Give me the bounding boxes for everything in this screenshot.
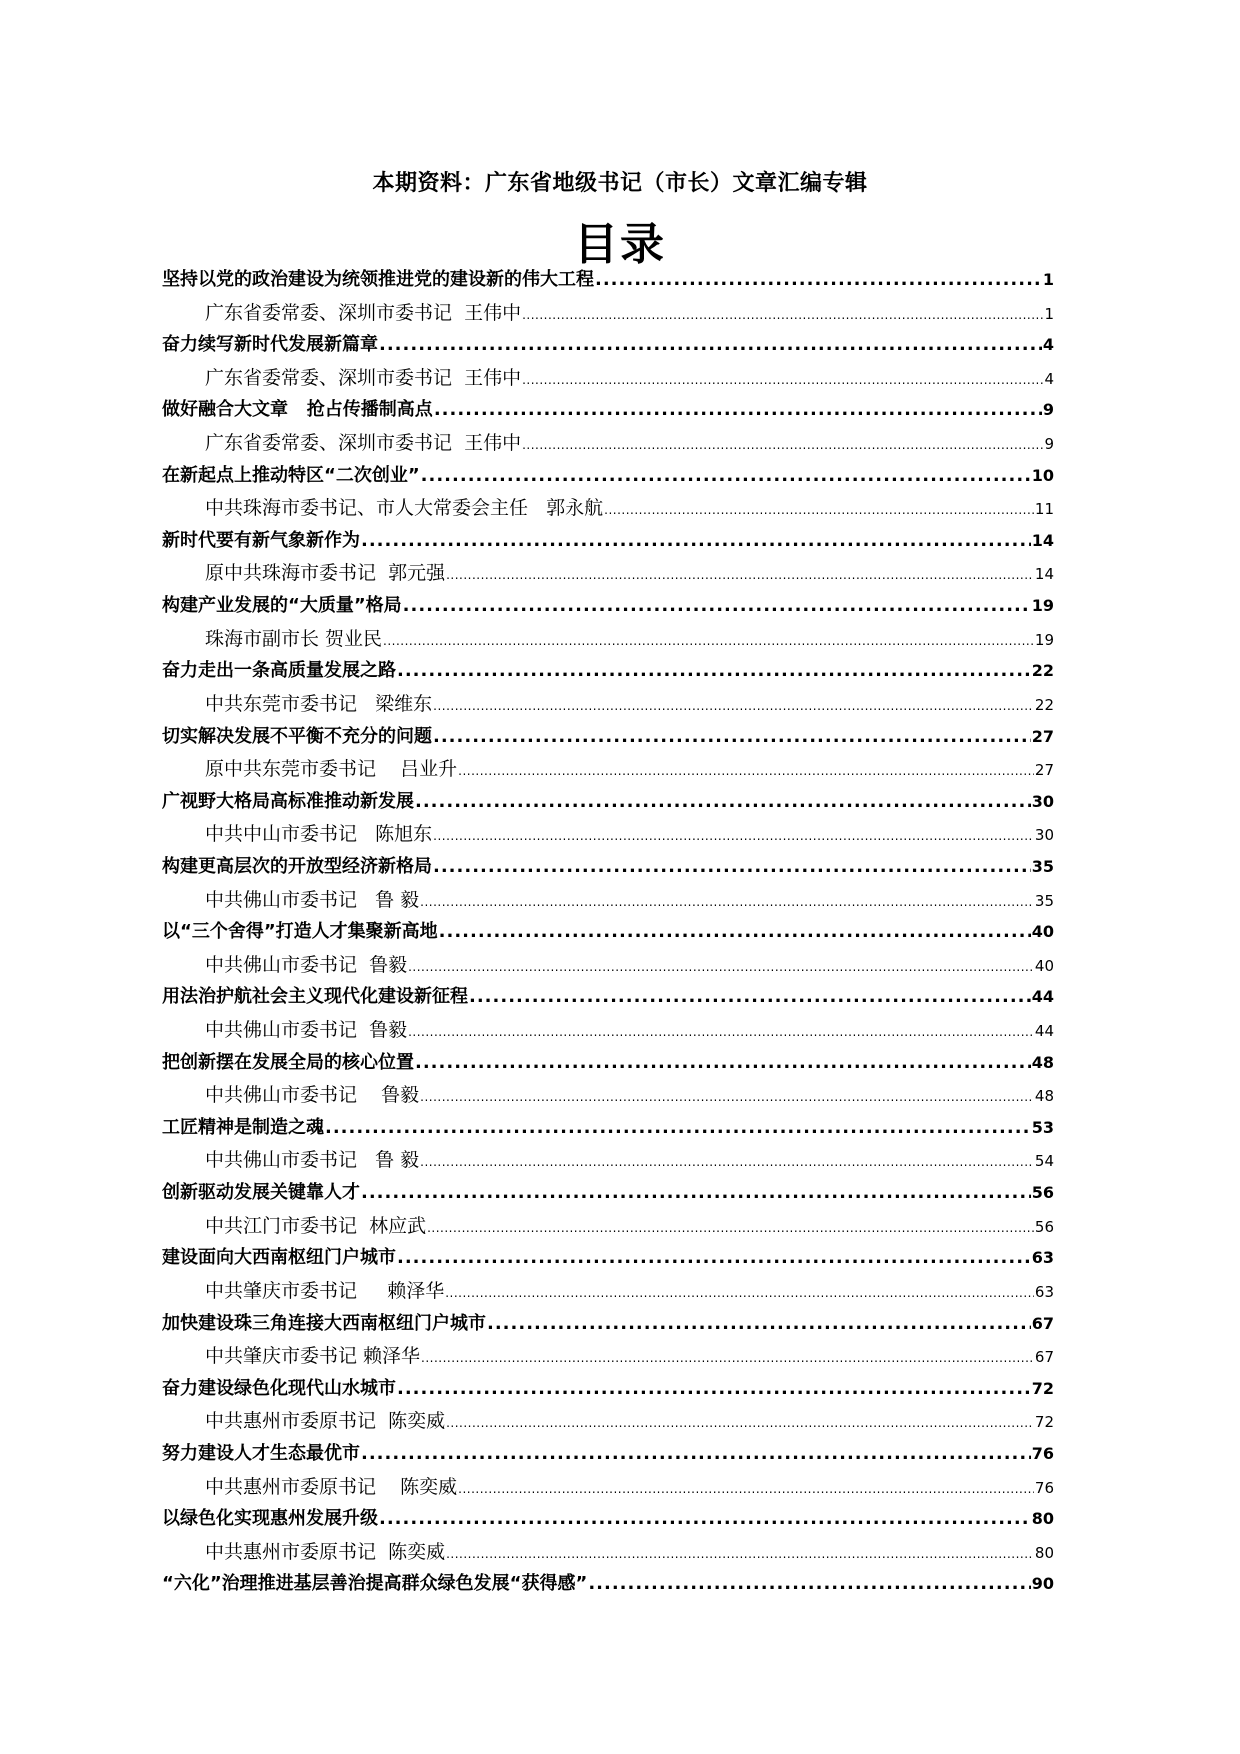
table-of-contents xyxy=(162,264,1054,1601)
toc-entry-author-text: 中共珠海市委书记、市人大常委会主任 郭永航 xyxy=(205,497,604,520)
dot-leader xyxy=(421,460,1031,493)
page-number: 10 xyxy=(1031,465,1054,485)
toc-entry-article-text: 奋力走出一条高质量发展之路 xyxy=(162,660,396,682)
toc-entry-article-text: 以绿色化实现惠州发展升级 xyxy=(162,1508,378,1530)
dot-leader xyxy=(397,1373,1031,1406)
toc-entry-article[interactable] xyxy=(162,851,1054,884)
page-number: 4 xyxy=(1044,369,1054,388)
toc-entry-article-text: 工匠精神是制造之魂 xyxy=(162,1116,324,1138)
dot-leader xyxy=(522,362,1043,397)
page-number: 67 xyxy=(1031,1313,1054,1333)
toc-entry-author[interactable] xyxy=(162,492,1054,525)
dot-leader xyxy=(439,916,1031,949)
dot-leader xyxy=(595,264,1042,297)
toc-entry-article-text: 坚持以党的政治建设为统领推进党的建设新的伟大工程 xyxy=(162,269,594,290)
toc-entry-author-text: 中共中山市委书记 陈旭东 xyxy=(205,823,433,846)
page-number: 80 xyxy=(1034,1543,1054,1562)
toc-entry-article-text: 创新驱动发展关键靠人才 xyxy=(162,1182,360,1204)
toc-entry-article-text: 用法治护航社会主义现代化建设新征程 xyxy=(162,986,468,1008)
toc-entry-author[interactable] xyxy=(162,1405,1054,1438)
toc-entry-author[interactable] xyxy=(162,1079,1054,1112)
toc-entry-author[interactable] xyxy=(162,1471,1054,1504)
dot-leader xyxy=(522,297,1043,332)
toc-entry-author-text: 中共佛山市委书记 鲁毅 xyxy=(205,1019,408,1042)
page-number: 1 xyxy=(1044,304,1054,323)
toc-entry-article-text: 构建更高层次的开放型经济新格局 xyxy=(162,855,432,877)
page-number: 40 xyxy=(1034,956,1054,975)
page-number: 67 xyxy=(1034,1348,1054,1367)
dot-leader xyxy=(434,394,1042,427)
page-title: 目录 xyxy=(574,219,666,270)
dot-leader xyxy=(469,981,1031,1014)
dot-leader xyxy=(397,655,1031,688)
toc-entry-article[interactable] xyxy=(162,916,1054,949)
dot-leader xyxy=(433,688,1034,723)
page-number: 63 xyxy=(1031,1248,1054,1268)
toc-entry-article[interactable] xyxy=(162,721,1054,754)
page-number: 56 xyxy=(1031,1183,1054,1203)
page-number: 48 xyxy=(1034,1087,1054,1106)
toc-entry-article-text: 切实解决发展不平衡不充分的问题 xyxy=(162,725,432,747)
toc-entry-article[interactable] xyxy=(162,590,1054,623)
toc-entry-article[interactable] xyxy=(162,329,1054,362)
toc-entry-article-text: 在新起点上推动特区“二次创业” xyxy=(162,464,420,486)
page-number: 22 xyxy=(1031,661,1054,681)
page-number: 11 xyxy=(1034,500,1054,519)
page-number: 14 xyxy=(1034,565,1054,584)
dot-leader xyxy=(379,329,1042,362)
toc-entry-article[interactable] xyxy=(162,264,1054,297)
toc-entry-author[interactable] xyxy=(162,623,1054,656)
page-number: 4 xyxy=(1042,335,1054,355)
toc-entry-article[interactable] xyxy=(162,1308,1054,1341)
toc-entry-article[interactable] xyxy=(162,1503,1054,1536)
collection-subtitle: 本期资料：广东省地级书记（市长）文章汇编专辑 xyxy=(372,171,868,196)
toc-entry-article-text: 做好融合大文章 抢占传播制高点 xyxy=(162,399,433,421)
page-number: 90 xyxy=(1031,1574,1054,1594)
dot-leader xyxy=(408,1014,1034,1049)
page-number: 54 xyxy=(1034,1152,1054,1171)
dot-leader xyxy=(420,1144,1034,1179)
toc-entry-article[interactable] xyxy=(162,1373,1054,1406)
toc-entry-article-text: 奋力续写新时代发展新篇章 xyxy=(162,334,378,356)
toc-entry-author[interactable] xyxy=(162,427,1054,460)
dot-leader xyxy=(458,1471,1034,1506)
page-number: 1 xyxy=(1042,270,1054,289)
toc-entry-author[interactable] xyxy=(162,557,1054,590)
dot-leader xyxy=(487,1308,1031,1341)
toc-entry-author[interactable] xyxy=(162,1210,1054,1243)
toc-entry-author-text: 中共佛山市委书记 鲁 毅 xyxy=(205,888,420,911)
dot-leader xyxy=(383,623,1034,658)
toc-entry-author[interactable] xyxy=(162,818,1054,851)
toc-entry-article[interactable] xyxy=(162,786,1054,819)
dot-leader xyxy=(408,949,1034,984)
toc-entry-author-text: 中共肇庆市委书记 赖泽华 xyxy=(205,1345,421,1368)
toc-entry-article-text: 把创新摆在发展全局的核心位置 xyxy=(162,1051,414,1073)
toc-entry-author-text: 广东省委常委、深圳市委书记 王伟中 xyxy=(205,432,522,455)
toc-entry-author-text: 中共江门市委书记 林应武 xyxy=(205,1214,427,1237)
toc-entry-author[interactable] xyxy=(162,949,1054,982)
page-number: 14 xyxy=(1031,530,1054,550)
toc-entry-author-text: 中共惠州市委原书记 陈奕威 xyxy=(205,1540,446,1563)
toc-entry-author-text: 珠海市副市长 贺业民 xyxy=(205,627,383,650)
dot-leader xyxy=(415,786,1031,819)
dot-leader xyxy=(588,1568,1030,1601)
dot-leader xyxy=(458,753,1034,788)
dot-leader xyxy=(433,851,1031,884)
toc-entry-author[interactable] xyxy=(162,362,1054,395)
toc-entry-article-text: 以“三个舍得”打造人才集聚新高地 xyxy=(162,921,438,943)
dot-leader xyxy=(415,1047,1031,1080)
dot-leader xyxy=(445,1275,1034,1310)
dot-leader xyxy=(379,1503,1031,1536)
dot-leader xyxy=(427,1210,1034,1245)
page-number: 30 xyxy=(1031,791,1054,811)
dot-leader xyxy=(325,1112,1031,1145)
page-number: 27 xyxy=(1034,761,1054,780)
toc-entry-article-text: 广视野大格局高标准推动新发展 xyxy=(162,790,414,812)
toc-entry-author-text: 原中共东莞市委书记 吕业升 xyxy=(205,758,458,781)
toc-entry-article-text: 建设面向大西南枢纽门户城市 xyxy=(162,1247,396,1269)
page-number: 40 xyxy=(1031,922,1054,942)
dot-leader xyxy=(403,590,1031,623)
toc-entry-article-text: 加快建设珠三角连接大西南枢纽门户城市 xyxy=(162,1312,486,1334)
dot-leader xyxy=(421,1340,1034,1375)
toc-entry-author-text: 中共惠州市委原书记 陈奕威 xyxy=(205,1410,446,1433)
toc-entry-article[interactable] xyxy=(162,1047,1054,1080)
toc-entry-article-text: 新时代要有新气象新作为 xyxy=(162,529,360,551)
toc-entry-author[interactable] xyxy=(162,297,1054,330)
toc-entry-author[interactable] xyxy=(162,1536,1054,1569)
toc-entry-article[interactable] xyxy=(162,1568,1054,1601)
page-number: 48 xyxy=(1031,1052,1054,1072)
page-number: 35 xyxy=(1034,891,1054,910)
toc-entry-article[interactable] xyxy=(162,394,1054,427)
toc-entry-article[interactable] xyxy=(162,655,1054,688)
dot-leader xyxy=(433,818,1034,853)
toc-entry-author[interactable] xyxy=(162,1340,1054,1373)
toc-entry-article[interactable] xyxy=(162,1242,1054,1275)
toc-entry-article-text: 努力建设人才生态最优市 xyxy=(162,1442,360,1464)
page-number: 56 xyxy=(1034,1217,1054,1236)
toc-entry-author-text: 中共东莞市委书记 梁维东 xyxy=(205,692,433,715)
dot-leader xyxy=(446,1536,1034,1571)
dot-leader xyxy=(361,1177,1031,1210)
page-number: 9 xyxy=(1044,435,1054,454)
toc-entry-article-text: 构建产业发展的“大质量”格局 xyxy=(162,595,402,617)
page-number: 19 xyxy=(1034,630,1054,649)
page-number: 30 xyxy=(1034,826,1054,845)
toc-entry-author-text: 中共肇庆市委书记 赖泽华 xyxy=(205,1279,445,1302)
toc-entry-author-text: 中共佛山市委书记 鲁 毅 xyxy=(205,1149,420,1172)
dot-leader xyxy=(446,557,1034,592)
page-number: 44 xyxy=(1034,1022,1054,1041)
page-number: 80 xyxy=(1031,1509,1054,1529)
toc-entry-author[interactable] xyxy=(162,753,1054,786)
toc-entry-author-text: 广东省委常委、深圳市委书记 王伟中 xyxy=(205,301,522,324)
toc-entry-author[interactable] xyxy=(162,1014,1054,1047)
page-number: 76 xyxy=(1031,1443,1054,1463)
toc-entry-author-text: 中共佛山市委书记 鲁毅 xyxy=(205,953,408,976)
dot-leader xyxy=(361,1438,1031,1471)
toc-entry-author[interactable] xyxy=(162,1144,1054,1177)
toc-entry-article-text: “六化”治理推进基层善治提高群众绿色发展“获得感” xyxy=(162,1573,588,1595)
toc-entry-article[interactable] xyxy=(162,981,1054,1014)
page-number: 76 xyxy=(1034,1478,1054,1497)
toc-entry-article[interactable] xyxy=(162,1438,1054,1471)
toc-entry-author[interactable] xyxy=(162,688,1054,721)
page-number: 63 xyxy=(1034,1282,1054,1301)
page-number: 9 xyxy=(1042,400,1054,420)
dot-leader xyxy=(446,1405,1034,1440)
page-number: 72 xyxy=(1031,1378,1054,1398)
dot-leader xyxy=(397,1242,1031,1275)
toc-entry-author-text: 中共佛山市委书记 鲁毅 xyxy=(205,1084,420,1107)
page-number: 44 xyxy=(1031,987,1054,1007)
dot-leader xyxy=(420,884,1034,919)
dot-leader xyxy=(604,492,1034,527)
page-number: 22 xyxy=(1034,695,1054,714)
page-number: 19 xyxy=(1031,596,1054,616)
toc-entry-author[interactable] xyxy=(162,884,1054,917)
dot-leader xyxy=(433,721,1031,754)
toc-entry-article[interactable] xyxy=(162,1177,1054,1210)
dot-leader xyxy=(522,427,1043,462)
toc-entry-author-text: 原中共珠海市委书记 郭元强 xyxy=(205,562,446,585)
toc-entry-article[interactable] xyxy=(162,525,1054,558)
dot-leader xyxy=(361,525,1031,558)
toc-entry-article[interactable] xyxy=(162,1112,1054,1145)
page-number: 27 xyxy=(1031,726,1054,746)
toc-entry-article[interactable] xyxy=(162,460,1054,493)
page-number: 53 xyxy=(1031,1117,1054,1137)
toc-entry-author-text: 中共惠州市委原书记 陈奕威 xyxy=(205,1475,458,1498)
toc-entry-author[interactable] xyxy=(162,1275,1054,1308)
toc-entry-author-text: 广东省委常委、深圳市委书记 王伟中 xyxy=(205,366,522,389)
page-number: 35 xyxy=(1031,856,1054,876)
dot-leader xyxy=(420,1079,1034,1114)
page-number: 72 xyxy=(1034,1413,1054,1432)
toc-entry-article-text: 奋力建设绿色化现代山水城市 xyxy=(162,1377,396,1399)
